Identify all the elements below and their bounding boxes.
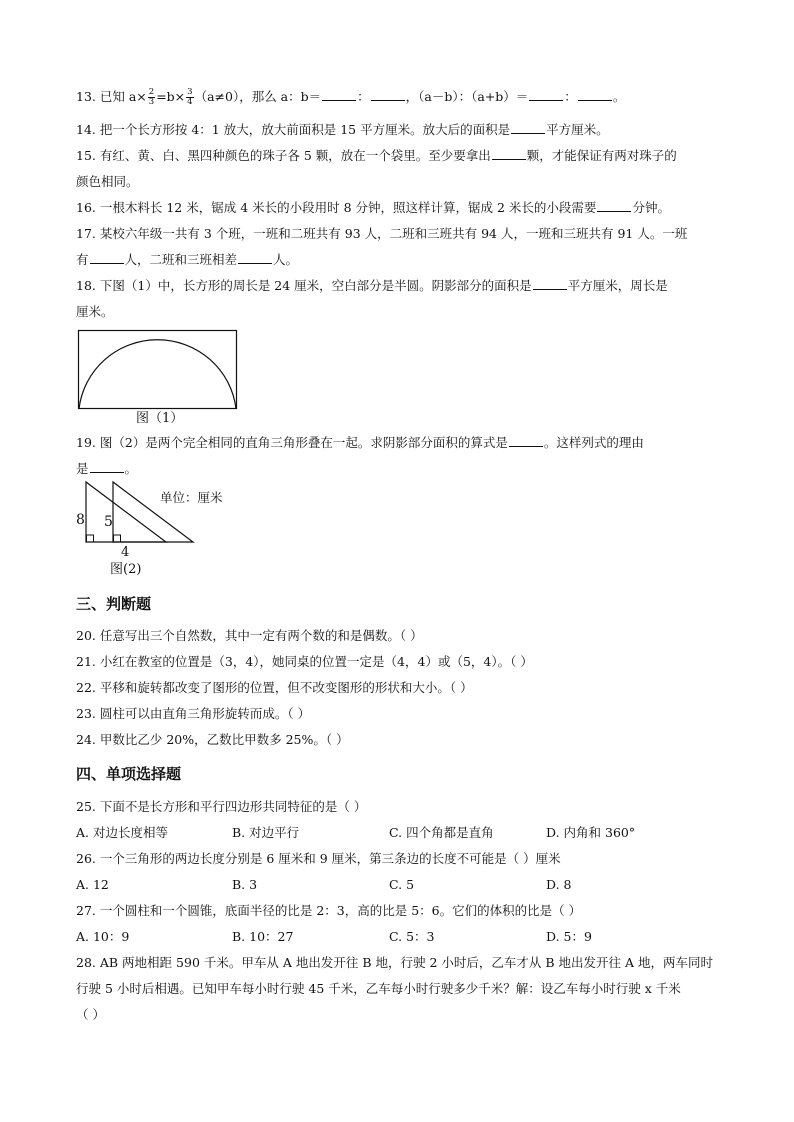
question-text: =b× — [156, 89, 186, 104]
question-text: 小红在教室的位置是（3，4），她同桌的位置一定是（4，4）或（5，4）。（ ） — [99, 654, 533, 669]
question-text: 甲数比乙少 20%，乙数比甲数多 25%。（ ） — [99, 732, 349, 747]
question-text: ，（a－b）：（a+b）＝ — [405, 89, 529, 104]
figure-1-semicircle — [79, 340, 236, 409]
option-a[interactable]: A. 10：9 — [76, 929, 130, 944]
question-number: 13. — [76, 89, 96, 104]
question-text: （a≠0），那么 a：b＝ — [194, 89, 322, 104]
question-text: 厘米。 — [76, 304, 114, 319]
option-b[interactable]: B. 3 — [232, 877, 258, 892]
question-text: 圆柱可以由直角三角形旋转而成。（ ） — [99, 706, 311, 721]
option-c[interactable]: C. 四个角都是直角 — [389, 825, 494, 840]
question-number: 20. — [76, 628, 96, 643]
answer-blank[interactable] — [509, 434, 543, 447]
question-15 — [76, 147, 677, 165]
option-b[interactable]: B. 对边平行 — [232, 825, 300, 840]
figure-1-caption: 图（1） — [136, 411, 184, 426]
option-d[interactable]: D. 5：9 — [546, 929, 592, 944]
figure-2-caption: 图(2) — [110, 562, 142, 577]
question-text: 平移和旋转都改变了图形的位置，但不改变图形的形状和大小。（ ） — [99, 680, 473, 695]
question-text: 一根木料长 12 米，锯成 4 米长的小段用时 8 分钟，照这样计算，锯成 2 米长的小段需要 — [99, 200, 597, 215]
right-angle-mark-left — [87, 535, 94, 542]
question-number: 17. — [76, 226, 96, 241]
section-title-single-choice: 四、单项选择题 — [76, 765, 182, 783]
punctuation: 。 — [612, 89, 626, 104]
option-a[interactable]: A. 12 — [76, 877, 109, 892]
question-text: 。 — [124, 461, 138, 476]
label-height-5: 5 — [104, 514, 113, 530]
question-text: 图（2）是两个完全相同的直角三角形叠在一起。求阴影部分面积的算式是 — [99, 435, 508, 450]
answer-blank[interactable] — [533, 277, 567, 290]
question-19 — [76, 434, 644, 452]
question-number: 25. — [76, 799, 96, 814]
figure-1-diagram — [78, 330, 240, 412]
question-18 — [76, 277, 668, 295]
question-text: 有 — [76, 252, 89, 267]
question-23 — [76, 705, 310, 723]
question-number: 22. — [76, 680, 96, 695]
denominator: 4 — [187, 97, 193, 107]
question-text: 某校六年级一共有 3 个班，一班和二班共有 93 人，二班和三班共有 94 人，一班和三班共有 91 人。一班 — [99, 226, 688, 241]
question-number: 19. — [76, 435, 96, 450]
option-c[interactable]: C. 5 — [389, 877, 415, 892]
answer-blank[interactable] — [90, 251, 124, 264]
denominator: 3 — [148, 97, 155, 107]
unit-label: 单位：厘米 — [160, 490, 223, 505]
question-26 — [76, 850, 561, 868]
question-number: 24. — [76, 732, 96, 747]
option-a[interactable]: A. 对边长度相等 — [76, 825, 168, 840]
answer-blank[interactable] — [322, 88, 356, 101]
answer-blank[interactable] — [597, 199, 631, 212]
question-number: 23. — [76, 706, 96, 721]
question-text: 已知 a× — [99, 89, 147, 104]
question-number: 16. — [76, 200, 96, 215]
question-27 — [76, 902, 581, 920]
question-text: 把一个长方形按 4：1 放大，放大前面积是 15 平方厘米。放大后的面积是 — [99, 122, 511, 137]
label-offset-4: 4 — [121, 545, 130, 560]
question-text: 下图（1）中，长方形的周长是 24 厘米，空白部分是半圆。阴影部分的面积是 — [99, 278, 532, 293]
section-title-judgement: 三、判断题 — [76, 595, 152, 613]
question-text: 分钟。 — [632, 200, 670, 215]
label-height-8: 8 — [76, 512, 85, 528]
question-text: 一个三角形的两边长度分别是 6 厘米和 9 厘米，第三条边的长度不可能是（ ）厘米 — [99, 851, 561, 866]
separator: ： — [357, 89, 370, 104]
question-text: 下面不是长方形和平行四边形共同特征的是（ ） — [99, 799, 367, 814]
question-text: 平方厘米。 — [546, 122, 609, 137]
question-number: 27. — [76, 903, 96, 918]
question-text: 颗，才能保证有两对珠子的 — [526, 148, 677, 163]
question-21 — [76, 653, 533, 671]
question-20 — [76, 627, 423, 645]
question-text: 平方厘米，周长是 — [567, 278, 668, 293]
question-number: 21. — [76, 654, 96, 669]
answer-blank[interactable] — [529, 88, 563, 101]
question-17 — [76, 225, 687, 243]
question-25 — [76, 798, 366, 816]
fraction — [148, 88, 155, 107]
question-text: 。这样列式的理由 — [543, 435, 644, 450]
question-28-cont — [76, 980, 681, 998]
answer-blank[interactable] — [90, 460, 124, 473]
question-16 — [76, 199, 670, 217]
figure-1-rectangle — [79, 331, 237, 409]
question-number: 15. — [76, 148, 96, 163]
option-c[interactable]: C. 5：3 — [389, 929, 435, 944]
question-text: 一个圆柱和一个圆锥，底面半径的比是 2：3，高的比是 5：6。它们的体积的比是（ ） — [99, 903, 582, 918]
question-number: 28. — [76, 955, 96, 970]
numerator: 2 — [148, 87, 155, 97]
question-14 — [76, 121, 609, 139]
numerator: 3 — [187, 87, 193, 97]
right-angle-mark-right — [114, 535, 121, 542]
answer-blank[interactable] — [371, 88, 405, 101]
question-number: 14. — [76, 122, 96, 137]
question-15-cont — [76, 173, 139, 191]
question-17-cont — [76, 251, 298, 269]
answer-blank[interactable] — [492, 147, 526, 160]
question-number: 18. — [76, 278, 96, 293]
fraction — [186, 88, 193, 107]
question-18-cont — [76, 303, 114, 321]
question-13 — [76, 88, 625, 107]
question-24 — [76, 731, 349, 749]
question-22 — [76, 679, 473, 697]
question-text: 人。 — [273, 252, 299, 267]
separator: ： — [564, 89, 577, 104]
question-19-cont — [76, 460, 137, 478]
question-text: 是 — [76, 461, 89, 476]
answer-parentheses[interactable]: （ ） — [76, 1007, 105, 1022]
question-number: 26. — [76, 851, 96, 866]
question-28 — [76, 954, 713, 972]
option-d[interactable]: D. 8 — [546, 877, 572, 892]
option-b[interactable]: B. 10：27 — [232, 929, 294, 944]
answer-blank[interactable] — [578, 88, 612, 101]
answer-blank[interactable] — [238, 251, 272, 264]
question-28-answer — [76, 1006, 105, 1024]
question-text: 行驶 5 小时后相遇。已知甲车每小时行驶 45 千米，乙车每小时行驶多少千米？解：设乙车每小时行驶 x 千米 — [76, 981, 681, 996]
question-text: 任意写出三个自然数，其中一定有两个数的和是偶数。（ ） — [99, 628, 423, 643]
question-text: 有红、黄、白、黑四种颜色的珠子各 5 颗，放在一个袋里。至少要拿出 — [99, 148, 491, 163]
question-text: 人，二班和三班相差 — [124, 252, 238, 267]
question-text: AB 两地相距 590 千米。甲车从 A 地出发开往 B 地，行驶 2 小时后，乙车才从 B 地出发开往 A 地，两车同时 — [99, 955, 713, 970]
option-d[interactable]: D. 内角和 360° — [546, 825, 636, 840]
question-text: 颜色相同。 — [76, 174, 139, 189]
answer-blank[interactable] — [511, 121, 545, 134]
